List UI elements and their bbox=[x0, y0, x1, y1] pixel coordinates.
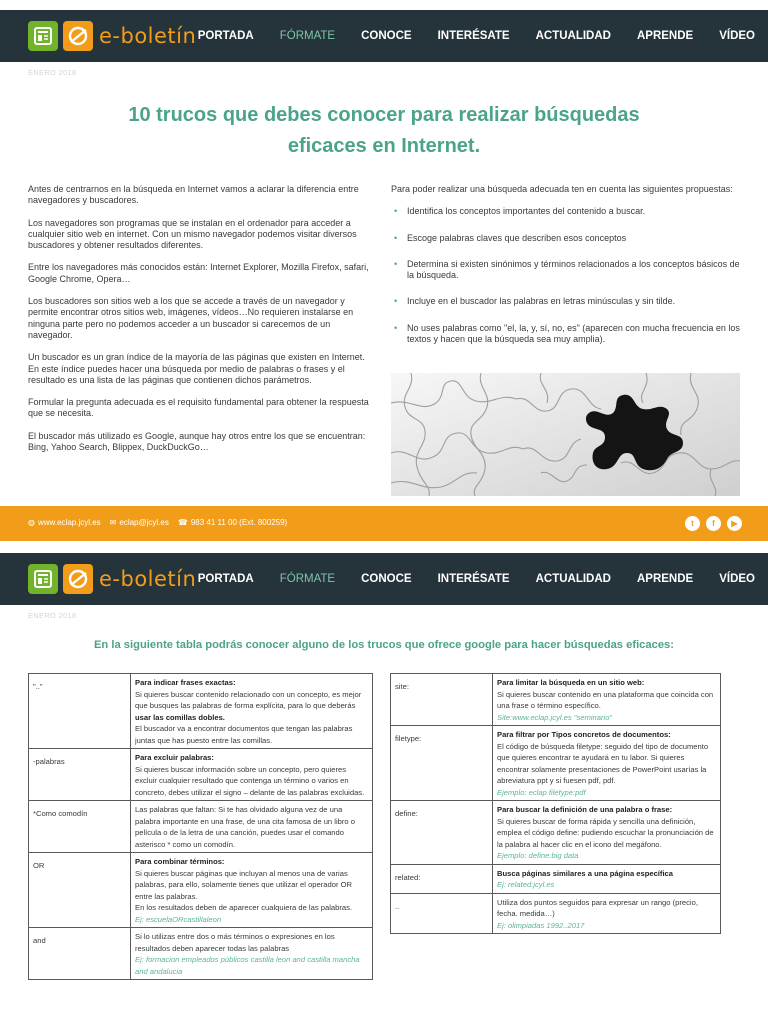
row-text: Utiliza dos puntos seguidos para expresar un rango (precio, fecha. medida…) bbox=[497, 897, 698, 918]
logo-text: e-boletín bbox=[99, 567, 197, 591]
nav-actualidad[interactable]: ACTUALIDAD bbox=[535, 30, 611, 42]
operator-cell: site: bbox=[391, 674, 493, 726]
site-logo[interactable] bbox=[28, 20, 196, 52]
row-text: Las palabras que faltan: Si te has olvidado alguna vez de una palabra importante en una frase, de una cita famosa de un libro o película o de la letra de una canción, puedes usar el comando asterisco * como un comodín. bbox=[135, 805, 355, 849]
tricks-table-left bbox=[28, 673, 373, 980]
nav-portada[interactable]: PORTADA bbox=[197, 573, 254, 585]
nav-portada[interactable]: PORTADA bbox=[197, 30, 254, 42]
envelope-icon: ✉ bbox=[109, 518, 117, 527]
row-text: Si quieres buscar de forma rápida y sencilla una definición, emplea el código define: pudiendo escuchar la pronunciación de la palabra al hacer clic en el icono del megáfono. bbox=[497, 816, 714, 849]
table-row bbox=[29, 801, 373, 853]
issue-date: ENERO 2018 bbox=[28, 68, 77, 77]
puzzle-image bbox=[391, 373, 740, 496]
description-cell bbox=[131, 749, 373, 801]
top-navbar bbox=[0, 10, 768, 62]
tip-item: • Escoge palabras claves que describen esos conceptos bbox=[391, 233, 740, 244]
row-text: El código de búsqueda filetype: seguido del tipo de documento que quieres encontrar te ayudará en tu labor. Si quieres encontrar solamente presentaciones de PowerPoint usarías la abreviatura ppt y si fuesen pdf, pdf. bbox=[497, 741, 709, 785]
row-text: En los resultados deben de aparecer cualquiera de las palabras. bbox=[135, 903, 352, 912]
row-text: Si quieres buscar páginas que incluyan al menos una de varias palabras, para ello, solamente tienes que utilizar el operador OR entre las palabras. bbox=[135, 868, 352, 901]
description-cell bbox=[131, 928, 373, 980]
footer-email[interactable] bbox=[110, 518, 169, 527]
footer-phone-label: 983 41 11 00 (Ext. 800259) bbox=[190, 518, 288, 527]
footer-contacts bbox=[28, 518, 287, 527]
twitter-icon[interactable]: t bbox=[685, 516, 700, 531]
nav-formate[interactable]: FÓRMATE bbox=[279, 573, 336, 585]
operator-cell: .. bbox=[391, 893, 493, 934]
top-navbar-page-2 bbox=[0, 553, 768, 605]
row-text: Si lo utilizas entre dos o más términos o expresiones en los resultados deben aparecer todas las palabras bbox=[135, 932, 335, 953]
tips-intro: Para poder realizar una búsqueda adecuada ten en cuenta las siguientes propuestas: bbox=[391, 184, 733, 194]
operator-cell: and bbox=[29, 928, 131, 980]
operator-cell: ".." bbox=[29, 674, 131, 749]
nav-formate[interactable]: FÓRMATE bbox=[279, 30, 336, 42]
row-title: Para buscar la definición de una palabra o frase: bbox=[497, 805, 673, 814]
paragraph: Los navegadores son programas que se instalan en el ordenador para acceder a cualquier sitio web en internet. Con un mismo navegador podemos visitar diversos buscadores y obtener resultados diferentes. bbox=[28, 217, 357, 251]
row-title: Para filtrar por Tipos concretos de documentos: bbox=[497, 730, 671, 739]
main-menu bbox=[185, 553, 768, 605]
row-example: Site:www.eclap.jcyl.es "seminario" bbox=[497, 712, 613, 722]
description-cell bbox=[131, 801, 373, 853]
paragraph: Formular la pregunta adecuada es el requisito fundamental para obtener la respuesta que se necesita. bbox=[28, 397, 369, 419]
row-example: Ej: escuelaORcastillaleon bbox=[135, 914, 222, 924]
operator-cell: define: bbox=[391, 801, 493, 865]
description-cell bbox=[493, 893, 721, 934]
paragraph: Un buscador es un gran índice de la mayoría de las páginas que existen en Internet. En este índice puedes hacer una búsqueda por medio de palabras o frases y el resultado es una lista de las páginas que contienen dichos parámetros. bbox=[28, 352, 365, 385]
nav-conoce[interactable]: CONOCE bbox=[361, 30, 412, 42]
nav-video[interactable]: VÍDEO bbox=[719, 30, 755, 42]
footer-web[interactable] bbox=[28, 518, 101, 527]
table-row bbox=[29, 853, 373, 928]
tip-item: • Identifica los conceptos importantes del contenido a buscar. bbox=[391, 206, 740, 217]
nav-interesate[interactable]: INTERÉSATE bbox=[437, 573, 510, 585]
newspaper-icon bbox=[28, 564, 58, 594]
tricks-table-right bbox=[390, 673, 721, 934]
table-row bbox=[29, 928, 373, 980]
operator-cell: -palabras bbox=[29, 749, 131, 801]
table-row bbox=[391, 726, 721, 801]
table-row bbox=[391, 893, 721, 934]
row-example: Ej: formacion empleados públicos castilla leon and castilla mancha and andalucia bbox=[135, 955, 360, 976]
footer-email-label: eclap@jcyl.es bbox=[119, 518, 169, 527]
description-cell bbox=[493, 801, 721, 865]
logo-text: e-boletín bbox=[99, 24, 197, 48]
table-row bbox=[29, 749, 373, 801]
nav-aprende[interactable]: APRENDE bbox=[636, 573, 694, 585]
article-title bbox=[60, 100, 708, 162]
article-title-line-2: eficaces en Internet. bbox=[287, 135, 481, 157]
row-example: Ejemplo: eclap filetype:pdf bbox=[497, 787, 586, 797]
nav-aprende[interactable]: APRENDE bbox=[636, 30, 694, 42]
operator-cell: *Como comodín bbox=[29, 801, 131, 853]
row-text: Si quieres buscar contenido en una plataforma que coincida con una frase o término específico. bbox=[497, 689, 714, 710]
row-example: Ejemplo: define:big data bbox=[497, 851, 579, 860]
youtube-icon[interactable]: ▶ bbox=[727, 516, 742, 531]
article-title-line-1: 10 trucos que debes conocer para realizar búsquedas bbox=[128, 104, 640, 126]
social-links bbox=[685, 516, 742, 531]
row-title: Para excluir palabras: bbox=[135, 753, 214, 762]
row-title: Para combinar términos: bbox=[135, 857, 225, 866]
row-text: Si quieres buscar contenido relacionado con un concepto, es mejor que busques las palabras de forma explícita, para lo que deberás bbox=[135, 689, 362, 710]
issue-date: ENERO 2018 bbox=[28, 611, 77, 620]
left-column bbox=[28, 184, 373, 464]
row-example: Ej: olimpiadas 1992..2017 bbox=[497, 920, 585, 930]
phone-icon: ☎ bbox=[177, 518, 188, 527]
row-title: Busca páginas similares a una página específica bbox=[497, 868, 673, 878]
paragraph: Entre los navegadores más conocidos están: Internet Explorer, Mozilla Firefox, safari, Google Chrome, Opera… bbox=[28, 262, 369, 284]
page-footer bbox=[0, 506, 768, 541]
row-text: El buscador va a encontrar documentos que tengan las palabras juntas que has puesto entre las comillas. bbox=[135, 724, 353, 745]
row-bold-text: usar las comillas dobles. bbox=[135, 712, 225, 722]
nav-conoce[interactable]: CONOCE bbox=[361, 573, 412, 585]
row-text: Si quieres buscar información sobre un concepto, pero quieres excluir cualquier resultado que contenga un término o varios en concreto, debes utilizar el signo – delante de las palabras excluidas. bbox=[135, 764, 365, 797]
nav-interesate[interactable]: INTERÉSATE bbox=[437, 30, 510, 42]
paragraph: Antes de centrarnos en la búsqueda en Internet vamos a aclarar la diferencia entre navegadores y buscadores. bbox=[28, 184, 359, 206]
tip-item: • No uses palabras como "el, la, y, sí, no, es" (aparecen con mucha frecuencia en los textos y hacen que la búsqueda sea muy amplia). bbox=[391, 323, 740, 346]
newspaper-icon bbox=[28, 21, 58, 51]
footer-web-label: www.eclap.jcyl.es bbox=[37, 518, 101, 527]
table-row bbox=[391, 674, 721, 726]
footer-phone bbox=[178, 518, 287, 527]
main-menu bbox=[185, 10, 768, 62]
table-row bbox=[391, 864, 721, 893]
row-title: Para limitar la búsqueda en un sitio web: bbox=[497, 678, 645, 687]
tip-item: • Incluye en el buscador las palabras en letras minúsculas y sin tilde. bbox=[391, 296, 740, 307]
e-letter-icon bbox=[63, 21, 93, 51]
paragraph: El buscador más utilizado es Google, aunque hay otros entre los que se encuentran: Bing, Yahoo Search, Blippex, DuckDuckGo… bbox=[28, 430, 366, 453]
facebook-icon[interactable]: f bbox=[706, 516, 721, 531]
table-row bbox=[29, 674, 373, 749]
row-title: Para indicar frases exactas: bbox=[135, 678, 236, 687]
globe-icon: ◍ bbox=[28, 518, 35, 527]
description-cell bbox=[493, 674, 721, 726]
description-cell bbox=[131, 853, 373, 928]
site-logo[interactable] bbox=[28, 563, 196, 595]
row-example: Ej: related:jcyl.es bbox=[497, 880, 555, 889]
operator-cell: related: bbox=[391, 864, 493, 893]
table-intro: En la siguiente tabla podrás conocer alguno de los trucos que ofrece google para hacer búsquedas eficaces: bbox=[93, 639, 675, 651]
paragraph: Los buscadores son sitios web a los que se accede a través de un navegador y permite encontrar otros sitios web, imágenes, vídeos…No requieren instalarse en ninguna parte pero no podemos acceder a un buscador si carecemos de un navegador. bbox=[28, 296, 354, 340]
table-row bbox=[391, 801, 721, 865]
description-cell bbox=[493, 726, 721, 801]
tip-item: • Determina si existen sinónimos y términos relacionados a los conceptos básicos de la búsqueda. bbox=[391, 259, 740, 282]
operator-cell: OR bbox=[29, 853, 131, 928]
tips-list bbox=[391, 206, 740, 345]
nav-video[interactable]: VÍDEO bbox=[719, 573, 755, 585]
right-column bbox=[391, 184, 740, 360]
description-cell bbox=[131, 674, 373, 749]
e-letter-icon bbox=[63, 564, 93, 594]
description-cell bbox=[493, 864, 721, 893]
operator-cell: filetype: bbox=[391, 726, 493, 801]
nav-actualidad[interactable]: ACTUALIDAD bbox=[535, 573, 611, 585]
